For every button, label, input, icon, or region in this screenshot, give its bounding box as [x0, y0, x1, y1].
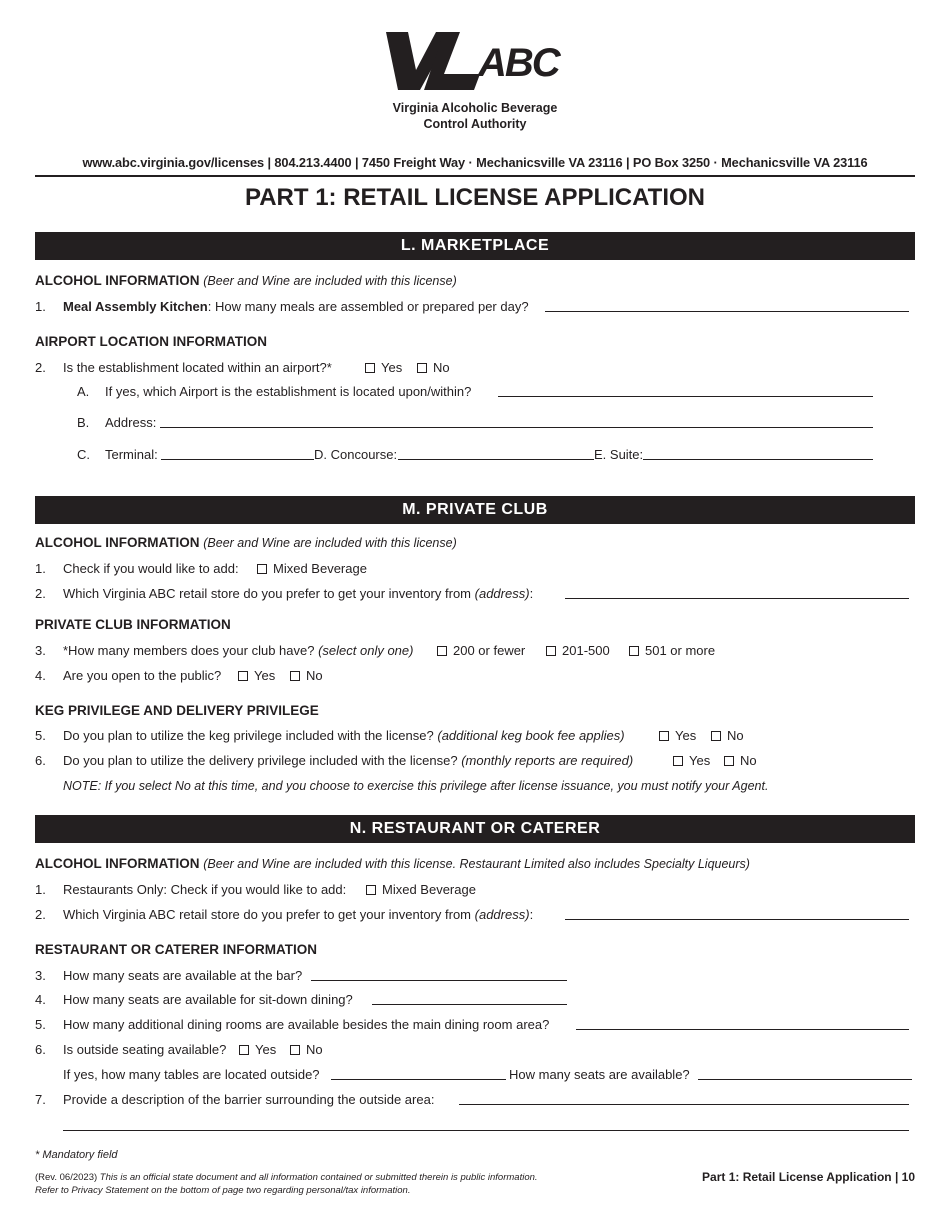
restaurant-alcohol-heading: [35, 856, 750, 871]
question-number: 3.: [35, 643, 46, 658]
question-text: If yes, which Airport is the establishment is located upon/within?: [105, 384, 472, 399]
question-number: 6.: [35, 1042, 46, 1057]
open-public-yes-checkbox[interactable]: [238, 667, 275, 685]
question-number: 4.: [35, 992, 46, 1007]
option-label: Mixed Beverage: [273, 561, 367, 576]
keg-no-checkbox[interactable]: [711, 727, 744, 745]
airport-name-input[interactable]: [498, 383, 873, 397]
delivery-no-checkbox[interactable]: [724, 752, 757, 770]
question-text: Provide a description of the barrier surrounding the outside area:: [63, 1092, 435, 1107]
checkbox-icon: [546, 646, 556, 656]
question-colon: :: [529, 907, 534, 922]
revision-notice: [35, 1171, 538, 1197]
option-label: No: [433, 360, 450, 375]
question-number: 7.: [35, 1092, 46, 1107]
checkbox-icon: [673, 756, 683, 766]
question-text: Is outside seating available?: [63, 1042, 227, 1057]
option-label: No: [740, 753, 757, 768]
club-q6: [35, 752, 915, 770]
option-label: Yes: [381, 360, 403, 375]
dining-seats-input[interactable]: [372, 991, 567, 1005]
restaurant-q7-line2: [35, 1117, 915, 1135]
option-label: Mixed Beverage: [382, 882, 476, 897]
option-label: Yes: [255, 1042, 277, 1057]
svg-text:ABC: ABC: [478, 41, 559, 85]
checkbox-icon: [711, 731, 721, 741]
checkbox-icon: [290, 671, 300, 681]
page-label: Part 1: Retail License Application | 10: [702, 1170, 915, 1184]
club-mixed-beverage-checkbox[interactable]: [257, 560, 367, 578]
question-colon: :: [529, 586, 534, 601]
outside-seats-input[interactable]: [698, 1066, 912, 1080]
restaurant-mixed-beverage-checkbox[interactable]: [366, 881, 476, 899]
members-501-or-more-checkbox[interactable]: [629, 642, 715, 660]
airport-address-input[interactable]: [160, 414, 873, 428]
question-number: 4.: [35, 668, 46, 683]
airport-yes-checkbox[interactable]: [365, 359, 402, 377]
question-text: If yes, how many tables are located outside?: [63, 1067, 320, 1082]
question-number: 1.: [35, 299, 46, 314]
heading-note: (Beer and Wine are included with this license. Restaurant Limited also includes Specialty Liqueurs): [203, 857, 750, 871]
question-text: Are you open to the public?: [63, 668, 222, 683]
barrier-description-input-line2[interactable]: [63, 1117, 909, 1131]
question-number: 2.: [35, 586, 46, 601]
marketplace-q2b: [35, 414, 915, 432]
members-200-or-fewer-checkbox[interactable]: [437, 642, 525, 660]
checkbox-icon: [290, 1045, 300, 1055]
checkbox-icon: [659, 731, 669, 741]
question-letter: B.: [77, 415, 90, 430]
club-q5: [35, 727, 915, 745]
terminal-input[interactable]: [161, 446, 314, 460]
question-text: Terminal:: [105, 447, 158, 462]
heading-text: ALCOHOL INFORMATION: [35, 856, 200, 871]
club-q2: [35, 585, 915, 603]
question-text: [63, 906, 533, 924]
heading-text: ALCOHOL INFORMATION: [35, 535, 200, 550]
restaurant-q7: [35, 1091, 915, 1109]
open-public-no-checkbox[interactable]: [290, 667, 323, 685]
keg-yes-checkbox[interactable]: [659, 727, 696, 745]
suite-input[interactable]: [643, 446, 873, 460]
bar-seats-input[interactable]: [311, 967, 567, 981]
marketplace-q1: [35, 298, 915, 316]
club-q1: [35, 560, 915, 578]
checkbox-icon: [437, 646, 447, 656]
question-text: How many seats are available?: [509, 1067, 690, 1082]
question-main: *How many members does your club have?: [63, 643, 315, 658]
suite-label: E. Suite:: [594, 447, 644, 462]
club-info-heading: PRIVATE CLUB INFORMATION: [35, 617, 231, 632]
airport-heading: AIRPORT LOCATION INFORMATION: [35, 334, 267, 349]
revision-date: (Rev. 06/2023): [35, 1172, 98, 1183]
revision-line1: [35, 1171, 538, 1184]
outside-tables-input[interactable]: [331, 1066, 506, 1080]
option-label: 200 or fewer: [453, 643, 526, 658]
restaurant-q1: [35, 881, 915, 899]
question-number: 3.: [35, 968, 46, 983]
restaurant-q6: [35, 1041, 915, 1059]
keg-delivery-heading: KEG PRIVILEGE AND DELIVERY PRIVILEGE: [35, 703, 319, 718]
heading-note: (Beer and Wine are included with this license): [203, 274, 457, 288]
club-q4: [35, 667, 915, 685]
section-banner-restaurant: N. RESTAURANT OR CATERER: [35, 815, 915, 843]
contact-info: www.abc.virginia.gov/licenses | 804.213.4400 | 7450 Freight Way · Mechanicsville VA 23116 | PO Box 3250 · Mechanicsville VA 23116: [82, 155, 868, 170]
option-label: No: [727, 728, 744, 743]
dining-rooms-input[interactable]: [576, 1016, 909, 1030]
meals-per-day-input[interactable]: [545, 298, 909, 312]
checkbox-icon: [417, 363, 427, 373]
restaurant-info-heading: RESTAURANT OR CATERER INFORMATION: [35, 942, 317, 957]
club-q3: [35, 642, 915, 660]
section-banner-marketplace: L. MARKETPLACE: [35, 232, 915, 260]
concourse-label: D. Concourse:: [314, 447, 398, 462]
note-text: NOTE: If you select No at this time, and you choose to exercise this privilege after license issuance, you must notify your Agent.: [63, 779, 769, 793]
concourse-input[interactable]: [398, 446, 594, 460]
question-italic: (monthly reports are required): [461, 753, 634, 768]
header-divider: [35, 175, 915, 177]
question-text: [63, 642, 413, 660]
question-number: 6.: [35, 753, 46, 768]
mandatory-field-note: * Mandatory field: [35, 1149, 118, 1161]
option-label: No: [306, 1042, 323, 1057]
club-alcohol-heading: [35, 535, 457, 550]
public-info-notice: This is an official state document and all information contained or submitted therein is public information.: [99, 1172, 538, 1183]
marketplace-q2a: [35, 383, 915, 401]
question-text: How many additional dining rooms are available besides the main dining room area?: [63, 1017, 550, 1032]
checkbox-icon: [238, 671, 248, 681]
outside-seating-yes-checkbox[interactable]: [239, 1041, 276, 1059]
question-number: 1.: [35, 561, 46, 576]
airport-no-checkbox[interactable]: [417, 359, 450, 377]
question-number: 1.: [35, 882, 46, 897]
question-number: 2.: [35, 907, 46, 922]
question-text: [63, 752, 633, 770]
question-main: Do you plan to utilize the keg privilege included with the license?: [63, 728, 434, 743]
club-note: [35, 777, 915, 795]
restaurant-store-address-input[interactable]: [565, 906, 909, 920]
restaurant-q3: [35, 967, 915, 985]
question-number: 5.: [35, 1017, 46, 1032]
question-number: 2.: [35, 360, 46, 375]
question-text: [63, 727, 625, 745]
question-number: 5.: [35, 728, 46, 743]
question-text: [63, 585, 533, 603]
restaurant-q2: [35, 906, 915, 924]
checkbox-icon: [257, 564, 267, 574]
agency-name-line2: Control Authority: [423, 117, 527, 131]
heading-note: (Beer and Wine are included with this license): [203, 536, 457, 550]
question-main: Which Virginia ABC retail store do you prefer to get your inventory from: [63, 907, 472, 922]
club-store-address-input[interactable]: [565, 585, 909, 599]
question-main: Do you plan to utilize the delivery privilege included with the license?: [63, 753, 458, 768]
question-rest: : How many meals are assembled or prepared per day?: [207, 299, 529, 314]
checkbox-icon: [724, 756, 734, 766]
question-text: How many seats are available for sit-down dining?: [63, 992, 353, 1007]
question-italic: (address): [474, 586, 530, 601]
question-text: Address:: [105, 415, 157, 430]
restaurant-q6b: [35, 1066, 915, 1084]
members-201-500-checkbox[interactable]: [546, 642, 610, 660]
option-label: No: [306, 668, 323, 683]
question-italic: (additional keg book fee applies): [437, 728, 625, 743]
privacy-notice: Refer to Privacy Statement on the bottom of page two regarding personal/tax information.: [35, 1185, 411, 1196]
checkbox-icon: [365, 363, 375, 373]
question-text: Is the establishment located within an airport?*: [63, 360, 332, 375]
marketplace-alcohol-heading: [35, 273, 457, 288]
checkbox-icon: [239, 1045, 249, 1055]
checkbox-icon: [366, 885, 376, 895]
heading-text: ALCOHOL INFORMATION: [35, 273, 200, 288]
agency-name-line1: Virginia Alcoholic Beverage: [392, 101, 558, 115]
question-text: [63, 298, 529, 316]
section-banner-private-club: M. PRIVATE CLUB: [35, 496, 915, 524]
option-label: 201-500: [562, 643, 610, 658]
option-label: 501 or more: [645, 643, 716, 658]
restaurant-q4: [35, 991, 915, 1009]
outside-seating-no-checkbox[interactable]: [290, 1041, 323, 1059]
question-main: Which Virginia ABC retail store do you prefer to get your inventory from: [63, 586, 472, 601]
checkbox-icon: [629, 646, 639, 656]
option-label: Yes: [689, 753, 711, 768]
option-label: Yes: [254, 668, 276, 683]
question-text: Restaurants Only: Check if you would like to add:: [63, 882, 347, 897]
delivery-yes-checkbox[interactable]: [673, 752, 710, 770]
restaurant-q5: [35, 1016, 915, 1034]
barrier-description-input[interactable]: [459, 1091, 909, 1105]
question-letter: C.: [77, 447, 90, 462]
option-label: Yes: [675, 728, 697, 743]
question-text: Check if you would like to add:: [63, 561, 239, 576]
page-title: PART 1: RETAIL LICENSE APPLICATION: [244, 184, 706, 211]
marketplace-q2: [35, 359, 915, 377]
question-italic: (address): [474, 907, 530, 922]
question-text: How many seats are available at the bar?: [63, 968, 303, 983]
vabc-logo: [386, 30, 564, 90]
marketplace-q2c: [35, 446, 915, 464]
question-italic: (select only one): [318, 643, 414, 658]
question-bold: Meal Assembly Kitchen: [63, 299, 208, 314]
question-letter: A.: [77, 384, 90, 399]
